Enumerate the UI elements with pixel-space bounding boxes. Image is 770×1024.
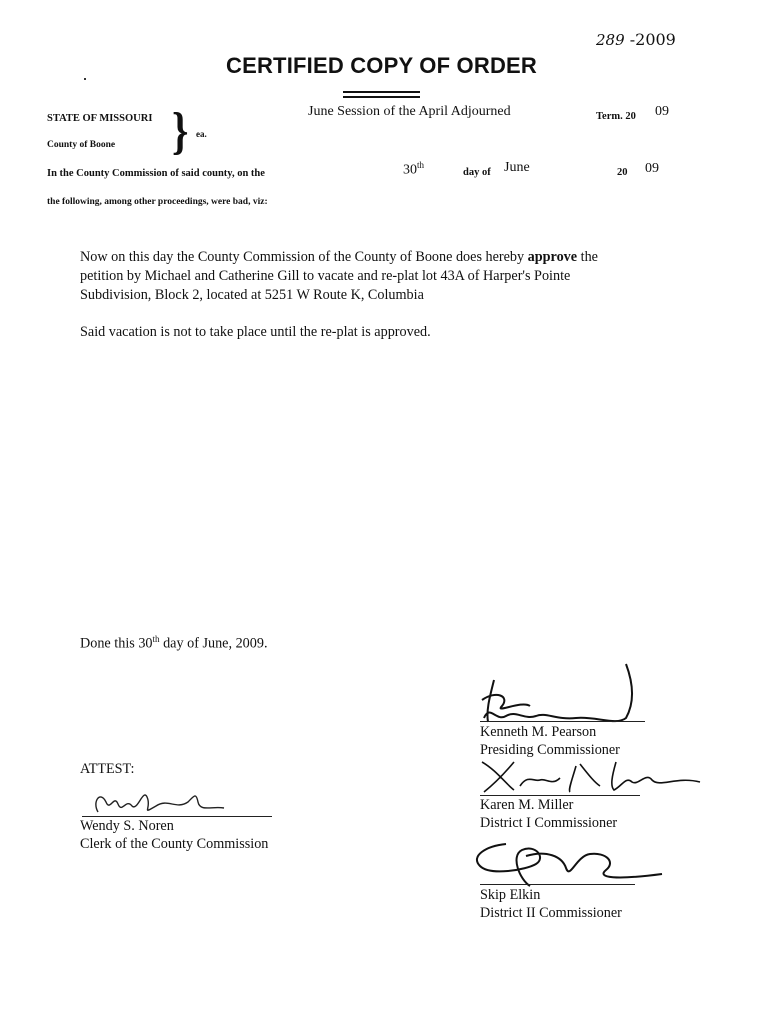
commission-line: In the County Commission of said county, on the bbox=[47, 168, 265, 179]
day-value bbox=[403, 160, 424, 179]
state-label: STATE OF MISSOURI bbox=[47, 113, 153, 124]
order-text-start: Now on this day the County Commission of the County of Boone does hereby bbox=[80, 249, 525, 265]
signatory-2-title: District I Commissioner bbox=[480, 815, 618, 831]
signatory-1-title: Presiding Commissioner bbox=[480, 742, 620, 758]
day-suffix: th bbox=[417, 160, 425, 170]
ss-label: ea. bbox=[196, 129, 207, 139]
document-title: CERTIFIED COPY OF ORDER bbox=[226, 53, 537, 78]
done-line bbox=[80, 630, 268, 654]
attest-label: ATTEST: bbox=[80, 761, 135, 777]
presiding-commissioner-signature-line bbox=[480, 721, 645, 722]
year-value: 09 bbox=[645, 161, 659, 176]
clerk-title: Clerk of the County Commission bbox=[80, 836, 269, 852]
signatory-3-name: Skip Elkin bbox=[480, 887, 541, 903]
term-year: 09 bbox=[655, 104, 669, 119]
document-number-handwritten: 289 bbox=[596, 31, 625, 49]
clerk-name: Wendy S. Noren bbox=[80, 818, 174, 834]
done-suffix: day of June, 2009. bbox=[163, 635, 268, 652]
district-1-commissioner-signature bbox=[476, 756, 706, 796]
brace-icon: } bbox=[172, 103, 189, 160]
order-paragraph bbox=[80, 248, 640, 305]
stray-mark bbox=[84, 78, 86, 80]
session-text: June Session of the April Adjourned bbox=[308, 104, 511, 119]
year-label: 20 bbox=[617, 167, 628, 178]
presiding-commissioner-signature bbox=[476, 660, 656, 730]
day-of-label: day of bbox=[463, 167, 491, 178]
signatory-2-name: Karen M. Miller bbox=[480, 797, 574, 813]
county-label: County of Boone bbox=[47, 140, 116, 150]
title-double-rule-bottom bbox=[343, 96, 420, 98]
condition-paragraph: Said vacation is not to take place until the re-plat is approved. bbox=[80, 324, 431, 340]
done-prefix: Done this 30 bbox=[80, 635, 153, 652]
proceedings-line: the following, among other proceedings, were bad, viz: bbox=[47, 197, 268, 207]
document-number bbox=[596, 30, 676, 49]
document-number-year: -2009 bbox=[629, 30, 676, 49]
signatory-1-name: Kenneth M. Pearson bbox=[480, 724, 597, 740]
day-number: 30 bbox=[403, 162, 417, 178]
order-text-end: the petition by Michael and Catherine Gill to vacate and re-plat lot 43A of Harper's Pointe Subdivision, Block 2, located at 5251 W Route K, Columbia bbox=[80, 249, 598, 303]
title-double-rule-top bbox=[343, 91, 420, 93]
order-approve-word: approve bbox=[527, 249, 578, 265]
district-2-commissioner-signature-line bbox=[480, 884, 635, 885]
clerk-signature bbox=[86, 780, 256, 820]
signatory-3-title: District II Commissioner bbox=[480, 905, 622, 921]
done-sup: th bbox=[152, 634, 160, 644]
month-value: June bbox=[504, 160, 530, 175]
term-label: Term. 20 bbox=[596, 111, 636, 122]
